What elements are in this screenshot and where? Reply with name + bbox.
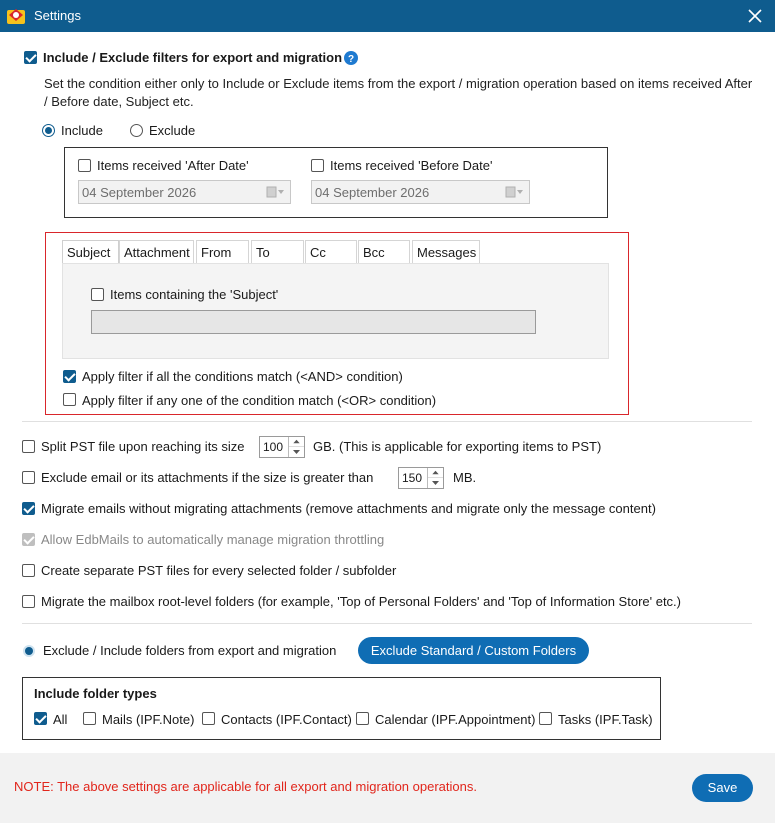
before-date-label: Items received 'Before Date' <box>330 158 493 173</box>
subject-label: Items containing the 'Subject' <box>110 287 279 302</box>
throttling-checkbox <box>22 533 35 546</box>
tab-from[interactable] <box>196 240 249 263</box>
separate-pst-label: Create separate PST files for every selected folder / subfolder <box>41 563 397 578</box>
and-condition-checkbox[interactable] <box>63 370 76 383</box>
before-date-value: 04 September 2026 <box>315 185 430 200</box>
tab-subject-label: Subject <box>67 245 111 260</box>
folder-type-contacts-checkbox[interactable] <box>202 712 215 725</box>
folder-type-calendar-label: Calendar (IPF.Appointment) <box>375 712 536 727</box>
exclude-radio[interactable] <box>130 124 143 137</box>
exclude-size-unit-label: MB. <box>453 470 477 485</box>
no-attachments-checkbox[interactable] <box>22 502 35 515</box>
tab-subject[interactable] <box>62 240 119 264</box>
title-bar <box>0 0 775 32</box>
tab-from-label: From <box>201 245 232 260</box>
before-date-checkbox[interactable] <box>311 159 324 172</box>
separate-pst-checkbox[interactable] <box>22 564 35 577</box>
calendar-dropdown-icon[interactable] <box>505 186 525 198</box>
tab-to[interactable] <box>251 240 304 263</box>
stepper-down-icon[interactable] <box>428 478 443 488</box>
footer-note: NOTE: The above settings are applicable for all export and migration operations. <box>14 779 477 794</box>
throttling-label: Allow EdbMails to automatically manage migration throttling <box>41 532 385 547</box>
exclude-folders-button[interactable]: Exclude Standard / Custom Folders <box>358 637 589 664</box>
or-condition-checkbox[interactable] <box>63 393 76 406</box>
folder-type-tasks-checkbox[interactable] <box>539 712 552 725</box>
filters-enable-checkbox[interactable] <box>24 51 37 64</box>
after-date-checkbox[interactable] <box>78 159 91 172</box>
and-condition-label: Apply filter if all the conditions match (<AND> condition) <box>82 369 403 384</box>
tab-bcc[interactable] <box>358 240 410 263</box>
tab-to-label: To <box>256 245 270 260</box>
filters-description: Set the condition either only to Include or Exclude items from the export / migration operation based on items received After / Before date, Subject etc. <box>44 76 753 109</box>
tab-attachment[interactable] <box>119 240 194 263</box>
after-date-picker[interactable] <box>78 180 291 204</box>
exclude-size-value: 150 <box>402 471 423 485</box>
include-label: Include <box>61 123 103 138</box>
calendar-dropdown-icon[interactable] <box>266 186 286 198</box>
svg-text:?: ? <box>347 54 355 65</box>
folder-type-mails-label: Mails (IPF.Note) <box>102 712 195 727</box>
stepper-down-icon[interactable] <box>289 447 304 457</box>
folder-type-all-label: All <box>53 712 68 727</box>
tab-bcc-label: Bcc <box>363 245 385 260</box>
window-title: Settings <box>34 8 81 23</box>
save-button[interactable]: Save <box>692 774 753 802</box>
stepper-arrows[interactable] <box>288 437 304 457</box>
stepper-arrows[interactable] <box>427 468 443 488</box>
stepper-up-icon[interactable] <box>428 468 443 478</box>
exclude-size-stepper[interactable] <box>398 467 444 489</box>
after-date-label: Items received 'After Date' <box>97 158 249 173</box>
divider <box>22 623 752 624</box>
split-pst-size-value: 100 <box>263 440 284 454</box>
after-date-value: 04 September 2026 <box>82 185 197 200</box>
help-icon[interactable] <box>344 51 358 65</box>
tab-cc-label: Cc <box>310 245 326 260</box>
before-date-picker[interactable] <box>311 180 530 204</box>
folder-type-mails-checkbox[interactable] <box>83 712 96 725</box>
root-folders-checkbox[interactable] <box>22 595 35 608</box>
no-attachments-label: Migrate emails without migrating attachments (remove attachments and migrate only the message content) <box>41 501 656 516</box>
root-folders-label: Migrate the mailbox root-level folders (for example, 'Top of Personal Folders' and 'Top of Information Store' etc.) <box>41 594 682 609</box>
tab-messages-label: Messages <box>417 245 477 260</box>
bullet-icon <box>25 647 33 655</box>
exclude-label: Exclude <box>149 123 196 138</box>
folder-types-title: Include folder types <box>34 686 157 701</box>
split-pst-label: Split PST file upon reaching its size <box>41 439 245 454</box>
folder-type-calendar-checkbox[interactable] <box>356 712 369 725</box>
tab-attachment-label: Attachment <box>124 245 190 260</box>
folder-type-tasks-label: Tasks (IPF.Task) <box>558 712 653 727</box>
filters-enable-label: Include / Exclude filters for export and migration <box>43 50 343 65</box>
exclude-size-checkbox[interactable] <box>22 471 35 484</box>
subject-checkbox[interactable] <box>91 288 104 301</box>
stepper-up-icon[interactable] <box>289 437 304 447</box>
split-pst-checkbox[interactable] <box>22 440 35 453</box>
or-condition-label: Apply filter if any one of the condition match (<OR> condition) <box>82 393 437 408</box>
include-radio[interactable] <box>42 124 55 137</box>
split-pst-size-stepper[interactable] <box>259 436 305 458</box>
folder-type-contacts-label: Contacts (IPF.Contact) <box>221 712 352 727</box>
subject-input[interactable] <box>91 310 536 334</box>
app-logo-icon <box>6 6 26 26</box>
folders-label: Exclude / Include folders from export and migration <box>43 643 337 658</box>
tab-cc[interactable] <box>305 240 357 263</box>
split-pst-unit-label: GB. (This is applicable for exporting items to PST) <box>313 439 602 454</box>
close-icon[interactable] <box>743 4 767 28</box>
tab-messages[interactable] <box>412 240 480 263</box>
folder-type-all-checkbox[interactable] <box>34 712 47 725</box>
divider <box>22 421 752 422</box>
exclude-size-label: Exclude email or its attachments if the size is greater than <box>41 470 374 485</box>
